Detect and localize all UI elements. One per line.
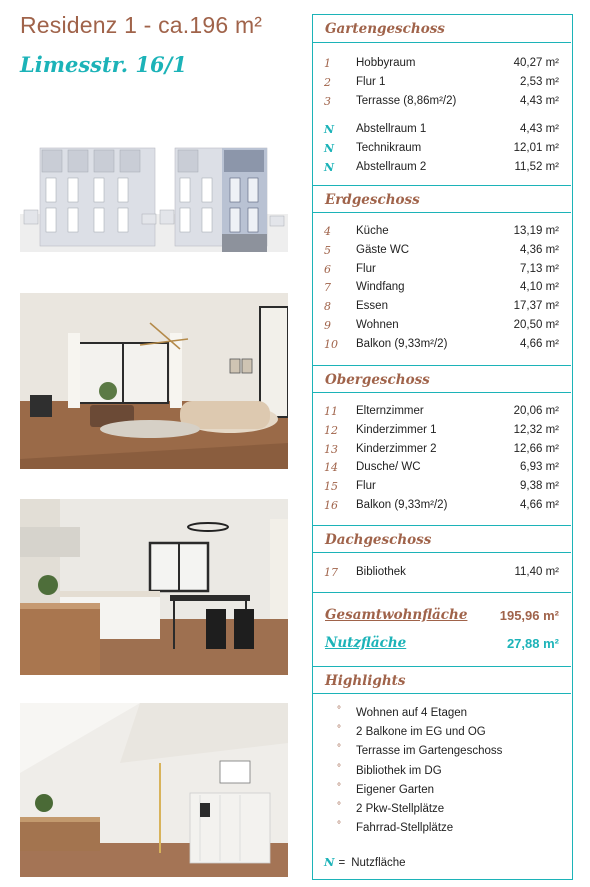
legend-text: Nutzfläche [351,857,406,869]
room-number: 7 [324,281,331,295]
usable-marker: N [324,160,335,174]
room-area: 4,66 m² [520,498,559,511]
room-number: 9 [324,318,331,332]
highlights-title: Highlights [325,673,406,689]
list-item [313,724,571,743]
room-name: Technikraum [356,141,422,154]
room-row [313,422,571,441]
highlight-text: Terrasse im Gartengeschoss [356,745,503,758]
address: Limesstr. 16/1 [20,52,187,77]
room-number: 2 [324,75,331,89]
bullet-icon: ° [337,762,341,774]
room-name: Küche [356,225,389,237]
room-area: 20,50 m² [513,318,559,331]
total-living-value: 195,96 m² [499,608,559,623]
room-name: Kinderzimmer 1 [356,423,437,436]
room-name: Flur [356,262,376,275]
room-row [313,74,571,93]
room-number: 1 [324,57,331,70]
highlight-text: 2 Balkone im EG und OG [356,726,486,739]
room-area: 4,66 m² [520,337,559,350]
usable-marker: N [324,141,335,155]
usable-marker: N [324,123,335,136]
room-area: 13,19 m² [513,225,559,237]
legend-symbol: N [324,855,335,869]
list-item [313,705,571,724]
room-name: Dusche/ WC [356,461,421,474]
total-usable-area [313,633,571,655]
room-area: 17,37 m² [513,300,559,313]
usable-room-row [313,121,571,140]
library-photo [20,703,288,877]
floor-title: Gartengeschoss [325,21,445,37]
room-row [313,298,571,317]
room-number: 15 [324,480,338,494]
room-row [313,93,571,112]
room-area: 40,27 m² [513,57,559,69]
room-row [313,459,571,478]
room-list-dachgeschoss [313,564,571,583]
room-number: 11 [324,405,338,418]
floor-header-erdgeschoss [313,185,571,213]
bullet-icon: ° [337,743,341,755]
room-area: 4,10 m² [520,281,559,294]
room-area: 11,40 m² [514,566,559,578]
highlights-header [313,666,571,694]
room-row [313,55,571,74]
list-item [313,820,571,839]
room-area: 2,53 m² [520,75,559,88]
room-row [313,564,571,583]
floor-header-gartengeschoss [313,15,571,43]
room-number: 12 [324,423,338,437]
room-number: 17 [324,566,338,579]
total-usable-label: Nutzfläche [325,635,407,651]
room-number: 8 [324,300,331,314]
room-name: Balkon (9,33m²/2) [356,498,448,511]
floor-title: Obergeschoss [325,372,430,388]
floor-header-dachgeschoss [313,525,571,553]
facade-drawing [20,136,288,260]
room-area: 11,52 m² [514,160,559,173]
room-row [313,478,571,497]
highlights-list [313,705,571,839]
highlight-text: 2 Pkw-Stellplätze [356,802,445,815]
usable-room-row [313,159,571,178]
room-area: 12,66 m² [513,442,559,455]
room-name: Elternzimmer [356,405,424,417]
room-number: 13 [324,442,338,456]
room-number: 3 [324,94,331,108]
room-number: 5 [324,243,331,257]
room-name: Hobbyraum [356,57,416,69]
total-living-label: Gesamtwohnfläche [325,607,468,623]
highlight-text: Wohnen auf 4 Etagen [356,707,468,719]
bullet-icon: ° [337,800,341,812]
highlight-text: Eigener Garten [356,783,434,796]
room-area: 20,06 m² [513,405,559,417]
room-area: 9,38 m² [520,480,559,493]
legend [324,855,406,869]
floor-title: Erdgeschoss [325,192,420,208]
kitchen-photo [20,499,288,675]
room-number: 10 [324,337,338,351]
room-area: 7,13 m² [520,262,559,275]
legend-equals: = [338,857,346,869]
bullet-icon: ° [337,820,341,832]
list-item [313,782,571,801]
floor-title: Dachgeschoss [325,532,432,548]
room-row [313,336,571,355]
room-area: 6,93 m² [520,461,559,474]
total-usable-value: 27,88 m² [506,636,559,651]
page-title: Residenz 1 - ca.196 m² [20,12,263,38]
room-name: Terrasse (8,86m²/2) [356,94,457,107]
bullet-icon: ° [337,781,341,793]
room-name: Gäste WC [356,243,410,256]
room-name: Wohnen [356,318,399,331]
room-name: Abstellraum 2 [356,160,427,173]
usable-list-gartengeschoss [313,121,571,177]
divider [313,592,571,593]
room-name: Kinderzimmer 2 [356,442,437,455]
room-row [313,497,571,516]
room-row [313,317,571,336]
bullet-icon: ° [337,724,341,736]
total-living-area [313,605,571,627]
room-list-obergeschoss [313,403,571,516]
room-name: Abstellraum 1 [356,123,427,135]
room-name: Windfang [356,281,405,294]
list-item [313,763,571,782]
room-name: Essen [356,300,388,313]
room-area: 4,43 m² [520,123,559,135]
room-row [313,441,571,460]
room-name: Flur 1 [356,75,386,88]
room-area: 4,43 m² [520,94,559,107]
room-name: Balkon (9,33m²/2) [356,337,448,350]
room-name: Bibliothek [356,566,406,578]
room-list-erdgeschoss [313,223,571,355]
room-number: 6 [324,262,331,276]
room-row [313,242,571,261]
room-area: 12,32 m² [513,423,559,436]
highlight-text: Bibliothek im DG [356,764,442,777]
room-row [313,279,571,298]
room-name: Flur [356,480,376,493]
room-number: 14 [324,461,338,475]
list-item [313,743,571,762]
floor-header-obergeschoss [313,365,571,393]
usable-room-row [313,140,571,159]
room-list-gartengeschoss [313,55,571,111]
room-number: 4 [324,225,331,238]
room-list-panel [312,14,573,880]
room-row [313,261,571,280]
living-room-photo [20,293,288,469]
room-area: 4,36 m² [520,243,559,256]
room-number: 16 [324,498,338,512]
room-area: 12,01 m² [513,141,559,154]
highlight-text: Fahrrad-Stellplätze [356,822,454,835]
room-row [313,403,571,422]
bullet-icon: ° [337,705,341,716]
list-item [313,801,571,820]
room-row [313,223,571,242]
